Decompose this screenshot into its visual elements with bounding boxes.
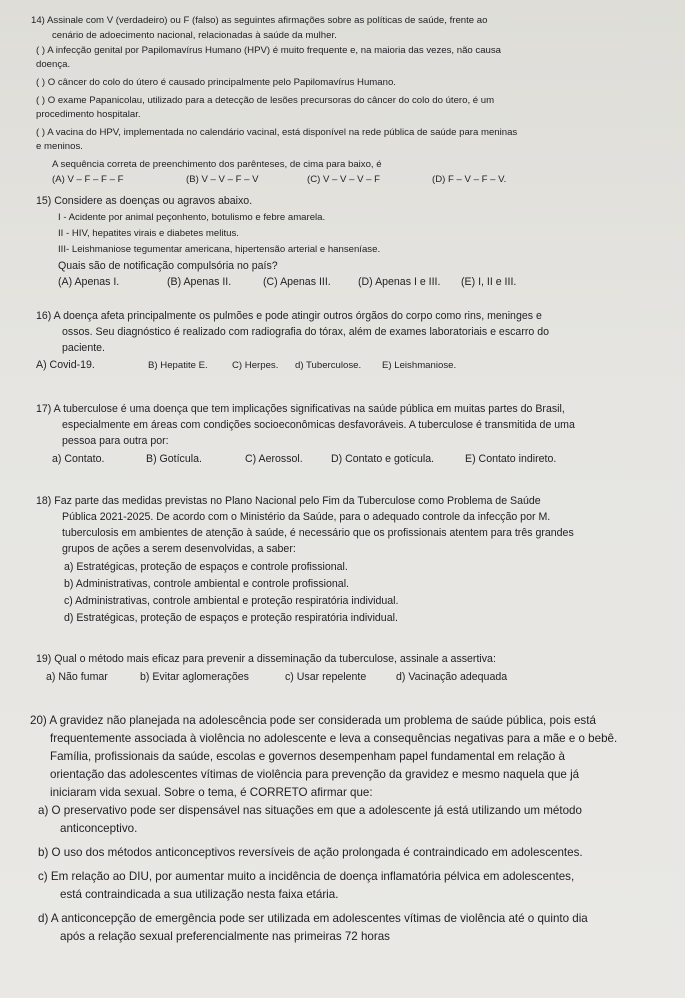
question-14-prompt: A sequência correta de preenchimento dos parênteses, de cima para baixo, é	[52, 159, 382, 170]
question-14-intro-cont: cenário de adoecimento nacional, relacionadas à saúde da mulher.	[52, 30, 337, 41]
question-16-line-2: ossos. Seu diagnóstico é realizado com radiografia do tórax, além de exames laboratoriais e escarro do	[62, 326, 549, 338]
question-20-option-a[interactable]: a) O preservativo pode ser dispensável nas situações em que a adolescente já está utilizando um método	[38, 804, 582, 817]
question-15-item-2: II - HIV, hepatites virais e diabetes melitus.	[58, 228, 239, 239]
question-14-item-2: ( ) O câncer do colo do útero é causado principalmente pelo Papilomavírus Humano.	[36, 77, 396, 88]
question-14-item-4-cont: e meninos.	[36, 141, 83, 152]
question-20-line-4: orientação das adolescentes vítimas de violência para prevenção da gravidez e mesmo naquela que já	[50, 768, 580, 781]
question-18-option-a[interactable]: a) Estratégicas, proteção de espaços e controle profissional.	[64, 561, 348, 573]
question-20-line-5: iniciaram vida sexual. Sobre o tema, é CORRETO afirmar que:	[50, 786, 373, 799]
question-14-option-c[interactable]: (C) V – V – V – F	[307, 174, 381, 185]
question-18-option-c[interactable]: c) Administrativas, controle ambiental e proteção respiratória individual.	[64, 595, 399, 607]
question-16-option-a[interactable]: A) Covid-19.	[36, 359, 95, 371]
question-15-item-1: I - Acidente por animal peçonhento, botulismo e febre amarela.	[58, 212, 326, 223]
question-14-intro: 14) Assinale com V (verdadeiro) ou F (falso) as seguintes afirmações sobre as políticas de saúde, frente ao	[31, 15, 488, 26]
question-20-line-3: Família, profissionais da saúde, escolas e governos desempenham papel fundamental em relação à	[50, 750, 565, 763]
question-20-option-d-cont: após a relação sexual preferencialmente nas primeiras 72 horas	[60, 930, 390, 943]
question-14-item-1: ( ) A infecção genital por Papilomavírus Humano (HPV) é muito frequente e, na maioria das vezes, não causa	[36, 45, 502, 56]
question-18-line-4: grupos de ações a serem desenvolvidas, a saber:	[62, 543, 296, 555]
question-19-prompt: 19) Qual o método mais eficaz para prevenir a disseminação da tuberculose, assinale a assertiva:	[36, 653, 496, 665]
question-17-line-3: pessoa para outra por:	[62, 435, 169, 447]
question-16-line-3: paciente.	[62, 342, 105, 354]
question-14-option-b[interactable]: (B) V – V – F – V	[186, 174, 259, 185]
question-20-option-c-cont: está contraindicada a sua utilização nesta faixa etária.	[60, 888, 339, 901]
question-16-option-b[interactable]: B) Hepatite E.	[148, 360, 208, 371]
question-16-line-1: 16) A doença afeta principalmente os pulmões e pode atingir outros órgãos do corpo como rins, meninges e	[36, 310, 542, 322]
question-16-option-e[interactable]: E) Leishmaniose.	[382, 360, 457, 371]
question-14-item-1-cont: doença.	[36, 59, 71, 70]
question-14-option-a[interactable]: (A) V – F – F – F	[52, 174, 124, 185]
question-20-option-c[interactable]: c) Em relação ao DIU, por aumentar muito a incidência de doença inflamatória pélvica em adolescentes,	[38, 870, 575, 883]
question-18-line-2: Pública 2021-2025. De acordo com o Ministério da Saúde, para o adequado controle da infecção por M.	[62, 511, 551, 523]
question-20-line-1: 20) A gravidez não planejada na adolescência pode ser considerada um problema de saúde pública, pois está	[30, 714, 596, 727]
question-19-option-b[interactable]: b) Evitar aglomerações	[140, 671, 249, 683]
question-16-option-d[interactable]: d) Tuberculose.	[295, 360, 362, 371]
question-19-option-d[interactable]: d) Vacinação adequada	[396, 671, 508, 683]
question-20-line-2: frequentemente associada à violência no adolescente e leva a consequências negativas para a mãe e o bebê.	[50, 732, 618, 745]
question-17-line-1: 17) A tuberculose é uma doença que tem implicações significativas na saúde pública em muitas partes do Brasil,	[36, 403, 565, 415]
question-15-option-b[interactable]: (B) Apenas II.	[167, 276, 232, 288]
question-14-option-d[interactable]: (D) F – V – F – V.	[432, 174, 507, 185]
question-18-line-3: tuberculosis em ambientes de atenção à saúde, é necessário que os profissionais atentem para três grandes	[62, 527, 574, 539]
question-17-line-2: especialmente em áreas com condições socioeconômicas desfavoráveis. A tuberculose é transmitida de uma	[62, 419, 575, 431]
question-18-option-b[interactable]: b) Administrativas, controle ambiental e controle profissional.	[64, 578, 349, 590]
question-20-option-d[interactable]: d) A anticoncepção de emergência pode ser utilizada em adolescentes vítimas de violência até o quinto dia	[38, 912, 588, 925]
question-15-option-e[interactable]: (E) I, II e III.	[461, 276, 517, 288]
question-18-line-1: 18) Faz parte das medidas previstas no Plano Nacional pelo Fim da Tuberculose como Problema de Saúde	[36, 495, 541, 507]
question-17-option-e[interactable]: E) Contato indireto.	[465, 453, 557, 465]
question-14-item-3-cont: procedimento hospitalar.	[36, 109, 141, 120]
question-17-option-b[interactable]: B) Gotícula.	[146, 453, 202, 465]
question-15-option-c[interactable]: (C) Apenas III.	[263, 276, 331, 288]
question-15-intro: 15) Considere as doenças ou agravos abaixo.	[36, 195, 253, 207]
question-17-option-d[interactable]: D) Contato e gotícula.	[331, 453, 435, 465]
question-15-option-d[interactable]: (D) Apenas I e III.	[358, 276, 441, 288]
question-17-option-c[interactable]: C) Aerossol.	[245, 453, 303, 465]
question-19-option-c[interactable]: c) Usar repelente	[285, 671, 367, 683]
question-19-option-a[interactable]: a) Não fumar	[46, 671, 108, 683]
question-14-item-3: ( ) O exame Papanicolau, utilizado para a detecção de lesões precursoras do câncer do colo do útero, é um	[36, 95, 495, 106]
question-16-option-c[interactable]: C) Herpes.	[232, 360, 279, 371]
question-15-prompt: Quais são de notificação compulsória no país?	[58, 260, 278, 272]
question-14-item-4: ( ) A vacina do HPV, implementada no calendário vacinal, está disponível na rede pública de saúde para meninas	[36, 127, 518, 138]
question-20-option-a-cont: anticonceptivo.	[60, 822, 138, 835]
question-15-option-a[interactable]: (A) Apenas I.	[58, 276, 120, 288]
question-15-item-3: III- Leishmaniose tegumentar americana, hipertensão arterial e hanseníase.	[58, 244, 381, 255]
question-17-option-a[interactable]: a) Contato.	[52, 453, 105, 465]
question-20-option-b[interactable]: b) O uso dos métodos anticonceptivos reversíveis de ação prolongada é contraindicado em adolescentes.	[38, 846, 583, 859]
question-18-option-d[interactable]: d) Estratégicas, proteção de espaços e proteção respiratória individual.	[64, 612, 398, 624]
